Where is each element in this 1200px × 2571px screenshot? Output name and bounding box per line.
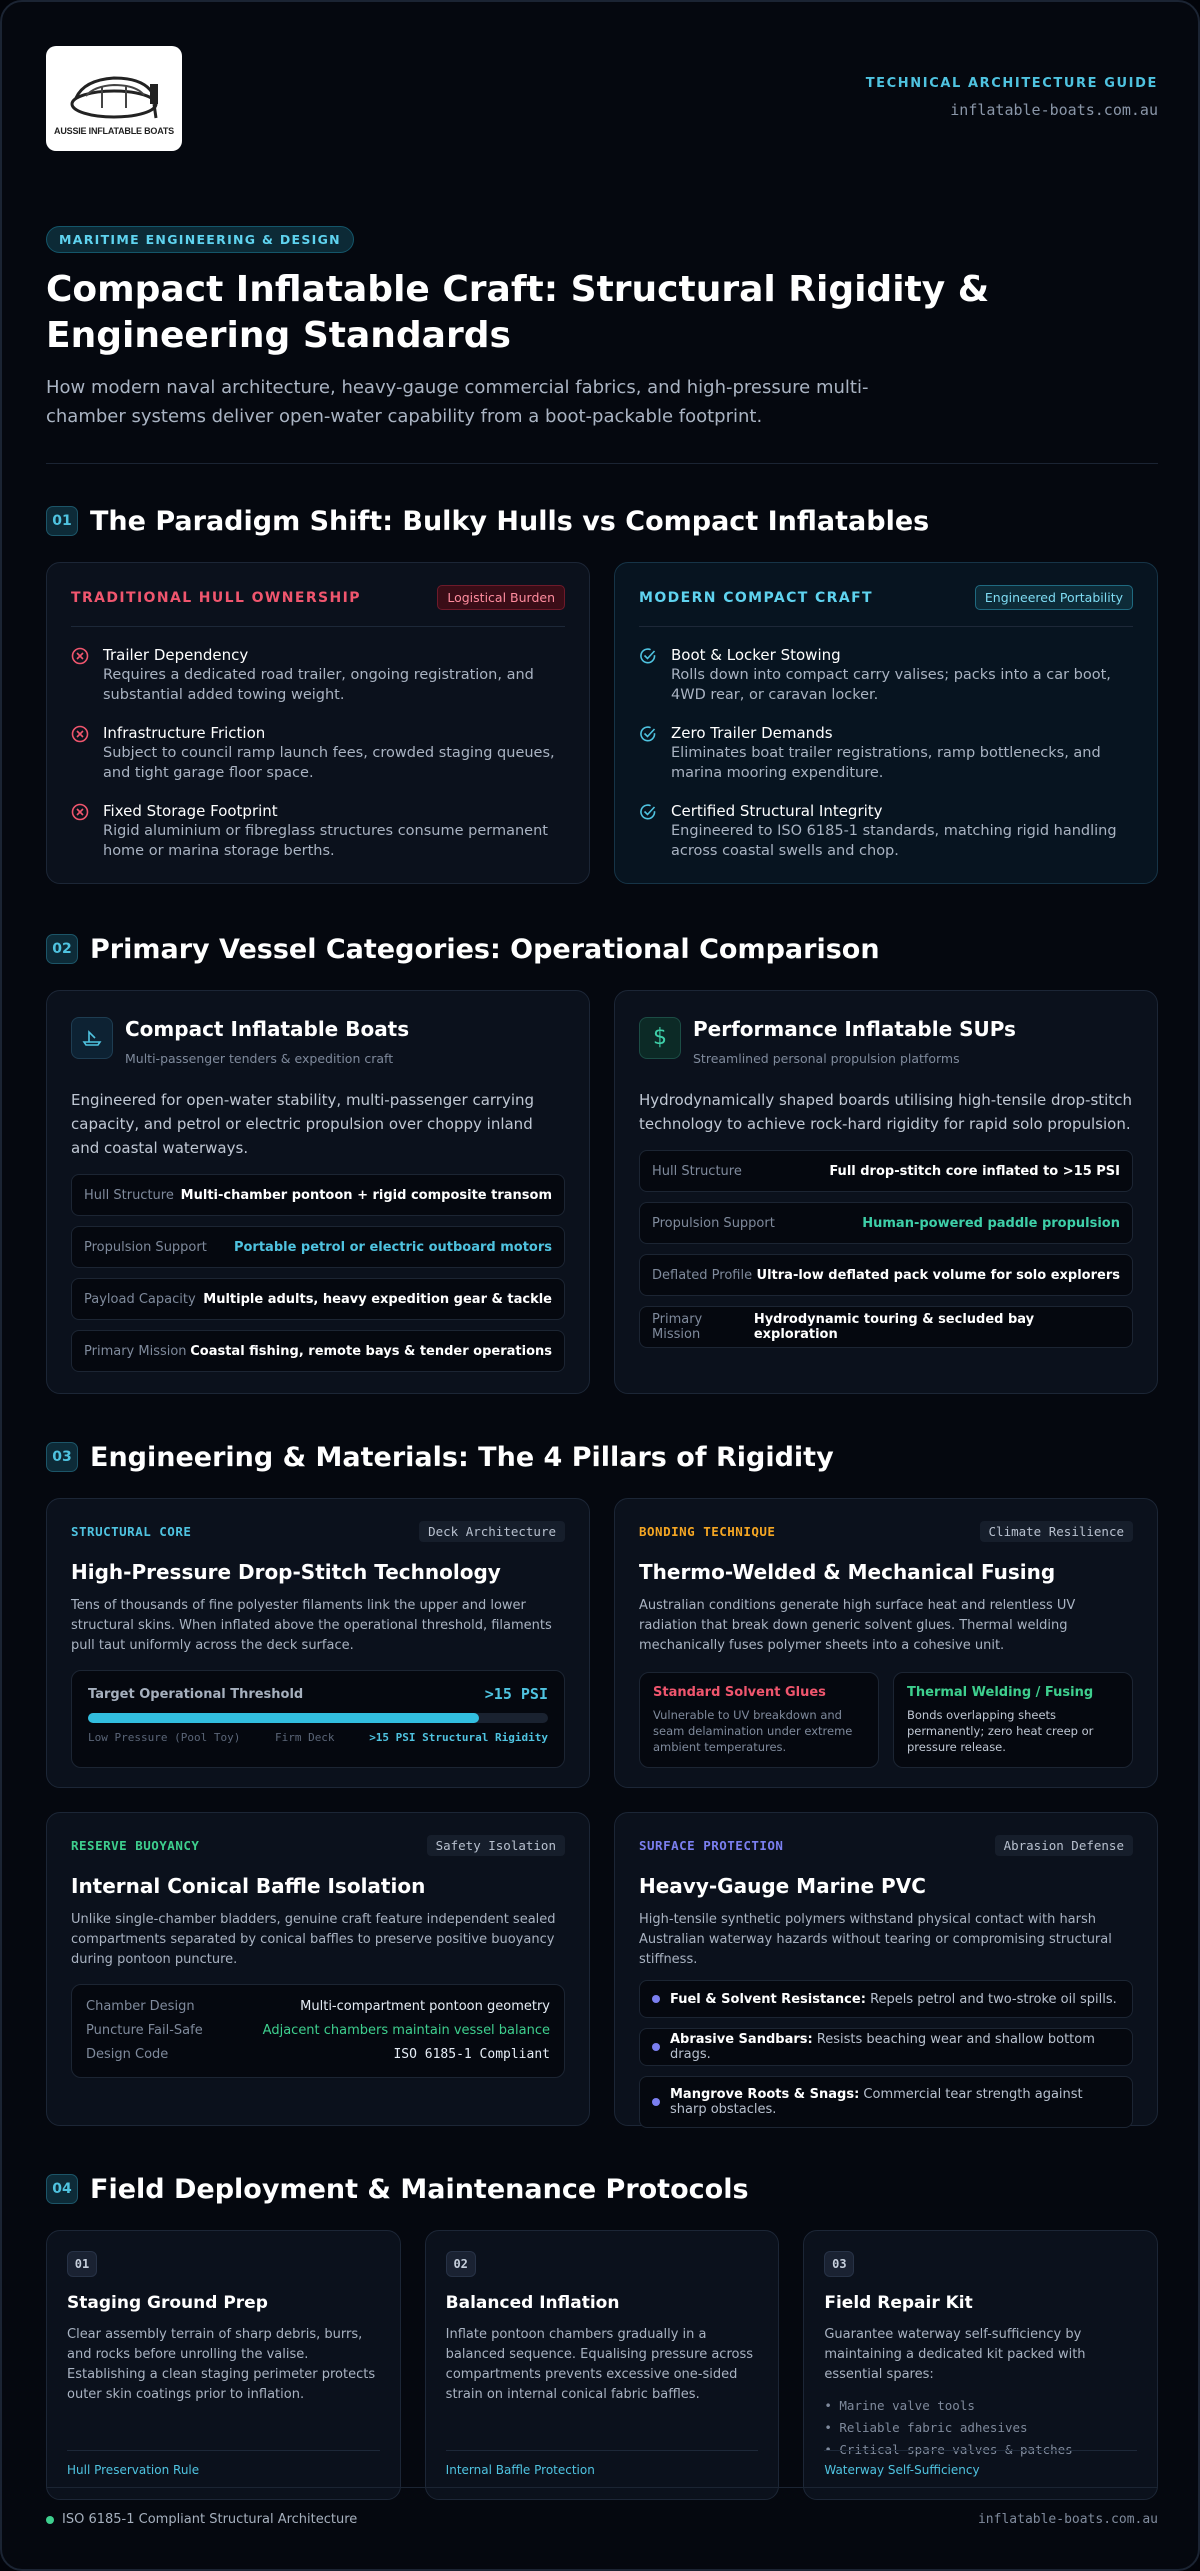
header	[46, 46, 1158, 166]
boats-card	[46, 990, 590, 1394]
spec-row	[86, 1995, 550, 2019]
bullet-bold: Fuel & Solvent Resistance:	[670, 1991, 866, 2007]
card-kicker: STRUCTURAL CORE	[71, 1524, 192, 1539]
bullet-dot	[652, 1995, 660, 2003]
bullet-text: Commercial tear strength against sharp obstacles.	[670, 2087, 1083, 2117]
bond-desc: Vulnerable to UV breakdown and seam delamination under extreme ambient temperatures.	[653, 1708, 853, 1754]
card-desc: High-tensile synthetic polymers withstand physical contact with harsh Australian waterway hazards without tearing or compromising structural stiffness.	[639, 1912, 1112, 1967]
item-title: Fixed Storage Footprint	[103, 802, 278, 820]
modern-card	[614, 562, 1158, 884]
spec-row	[86, 2019, 550, 2043]
spec-key: Primary Mission	[652, 1312, 703, 1342]
spec-value: Ultra-low deflated pack volume for solo explorers	[756, 1267, 1120, 1283]
spec-value: Full drop-stitch core inflated to >15 PSI	[829, 1163, 1120, 1179]
section-title: Engineering & Materials: The 4 Pillars of Rigidity	[90, 1441, 834, 1473]
divider	[46, 463, 1158, 464]
card-footer: Hull Preservation Rule	[67, 2450, 380, 2477]
list-item	[71, 801, 565, 861]
item-title: Certified Structural Integrity	[671, 802, 883, 820]
list-item	[639, 2076, 1133, 2128]
list-item: • Reliable fabric adhesives	[824, 2420, 1028, 2435]
card-title: Heavy-Gauge Marine PVC	[639, 1874, 926, 1898]
traditional-badge: Logistical Burden	[437, 585, 565, 610]
spec-row	[639, 1202, 1133, 1244]
item-title: Infrastructure Friction	[103, 724, 266, 742]
list-item: • Critical spare valves & patches	[824, 2442, 1073, 2457]
spec-value: ISO 6185-1 Compliant	[393, 2047, 550, 2062]
card-desc: Inflate pontoon chambers gradually in a balanced sequence. Equalising pressure across compartments prevents excessive one-sided strain on internal conical fabric baffles.	[445, 2327, 754, 2402]
spec-row	[639, 1254, 1133, 1296]
inflatable-boat-logo-icon	[64, 62, 164, 124]
x-circle-icon	[71, 725, 89, 743]
spec-key: Design Code	[86, 2047, 169, 2062]
step-number: 03	[824, 2251, 854, 2277]
spec-row	[71, 1174, 565, 1216]
list-item	[639, 723, 1133, 783]
threshold-value: >15 PSI	[484, 1685, 548, 1703]
card-chip: Deck Architecture	[419, 1521, 565, 1542]
list-item	[639, 645, 1133, 705]
card-title: Internal Conical Baffle Isolation	[71, 1874, 426, 1898]
list-item	[639, 2028, 1133, 2066]
card-chip: Climate Resilience	[980, 1521, 1133, 1542]
logo-text: AUSSIE INFLATABLE BOATS	[54, 125, 174, 136]
page-title: Compact Inflatable Craft: Structural Rigidity & Engineering Standards	[46, 269, 990, 356]
section-title: The Paradigm Shift: Bulky Hulls vs Compact Inflatables	[90, 505, 930, 537]
step-number: 01	[67, 2251, 97, 2277]
scale-label-high: >15 PSI Structural Rigidity	[369, 1731, 548, 1744]
bond-title: Thermal Welding / Fusing	[907, 1685, 1094, 1700]
footer-site-link[interactable]: inflatable-boats.com.au	[977, 2512, 1158, 2527]
card-title: Compact Inflatable Boats	[125, 1017, 410, 1041]
item-desc: Rolls down into compact carry valises; packs into a car boot, 4WD rear, or caravan locker.	[671, 667, 1111, 703]
section-number: 02	[46, 934, 78, 964]
bond-desc: Bonds overlapping sheets permanently; zero heat creep or pressure release.	[907, 1708, 1094, 1754]
card-footer: Waterway Self-Sufficiency	[824, 2450, 1137, 2477]
card-title: Balanced Inflation	[445, 2293, 620, 2313]
item-desc: Eliminates boat trailer registrations, ramp bottlenecks, and marina mooring expenditure.	[671, 745, 1101, 781]
card-desc: Hydrodynamically shaped boards utilising high-tensile drop-stitch technology to achieve rock-hard rigidity for rapid solo propulsion.	[639, 1091, 1132, 1133]
item-desc: Subject to council ramp launch fees, crowded staging queues, and tight garage floor space.	[103, 745, 555, 781]
protocol-card	[803, 2230, 1158, 2500]
sups-card	[614, 990, 1158, 1394]
bullet-bold: Mangrove Roots & Snags:	[670, 2087, 860, 2102]
protocol-card	[46, 2230, 401, 2500]
spec-value: Multi-compartment pontoon geometry	[300, 1999, 550, 2014]
bullet-bold: Abrasive Sandbars:	[670, 2032, 813, 2047]
spec-key: Primary Mission	[84, 1343, 187, 1359]
protocol-card	[425, 2230, 780, 2500]
list-item	[639, 1980, 1133, 2018]
spec-key: Hull Structure	[652, 1163, 742, 1179]
spec-row	[71, 1226, 565, 1268]
spec-key: Payload Capacity	[84, 1291, 196, 1307]
spec-key: Propulsion Support	[84, 1239, 207, 1255]
list-item-text: Reliable fabric adhesives	[839, 2420, 1028, 2435]
spec-key: Puncture Fail-Safe	[86, 2023, 203, 2038]
pillars-grid	[46, 1498, 1158, 2126]
x-circle-icon	[71, 647, 89, 665]
baffle-card	[46, 1812, 590, 2126]
section-4-header	[46, 2172, 1158, 2206]
protocol-cards	[46, 2230, 1158, 2500]
spec-key: Deflated Profile	[652, 1267, 753, 1283]
card-title: Thermo-Welded & Mechanical Fusing	[639, 1560, 1056, 1584]
spec-key: Chamber Design	[86, 1999, 195, 2014]
dropstitch-card	[46, 1498, 590, 1788]
footer	[46, 2487, 1158, 2527]
page-subtitle: How modern naval architecture, heavy-gauge commercial fabrics, and high-pressure multi-chamber systems deliver open-water capability from a boot-packable footprint.	[46, 377, 869, 427]
check-circle-icon	[639, 803, 657, 821]
section-number: 04	[46, 2174, 78, 2204]
section-3-header	[46, 1440, 1158, 1474]
site-link[interactable]: inflatable-boats.com.au	[950, 101, 1158, 119]
card-desc: Guarantee waterway self-sufficiency by maintaining a dedicated kit packed with essential spares:	[824, 2327, 1086, 2382]
guide-label: TECHNICAL ARCHITECTURE GUIDE	[865, 76, 1158, 91]
list-item	[71, 645, 565, 705]
bonding-comparison	[639, 1672, 1133, 1768]
pressure-bar	[88, 1713, 548, 1723]
content	[46, 46, 1158, 2527]
section-2-header	[46, 932, 1158, 966]
bullet-text: Repels petrol and two-stroke oil spills.	[870, 1991, 1117, 2007]
pressure-bar-fill	[88, 1713, 479, 1723]
comparison-cards	[46, 562, 1158, 884]
traditional-label: TRADITIONAL HULL OWNERSHIP	[71, 589, 361, 606]
threshold-label: Target Operational Threshold	[88, 1686, 304, 1702]
card-title: Performance Inflatable SUPs	[693, 1017, 1016, 1041]
thermal-weld-box	[893, 1672, 1133, 1768]
spec-row	[639, 1306, 1133, 1348]
list-item	[639, 801, 1133, 861]
pvc-card	[614, 1812, 1158, 2126]
category-tag: MARITIME ENGINEERING & DESIGN	[46, 226, 354, 253]
bond-title: Standard Solvent Glues	[653, 1685, 826, 1700]
dollar-icon: $	[639, 1017, 681, 1059]
brand-logo[interactable]	[46, 46, 182, 151]
check-circle-icon	[639, 725, 657, 743]
scale-label-mid: Firm Deck	[274, 1731, 335, 1744]
card-chip: Abrasion Defense	[995, 1835, 1133, 1856]
card-kicker: BONDING TECHNIQUE	[639, 1524, 776, 1539]
list-item	[71, 723, 565, 783]
spec-row	[71, 1330, 565, 1372]
card-desc: Unlike single-chamber bladders, genuine craft feature independent sealed compartments separated by conical baffles to preserve positive buoyancy during pontoon puncture.	[71, 1912, 556, 1967]
section-title: Primary Vessel Categories: Operational Comparison	[90, 933, 880, 965]
boat-icon	[71, 1017, 113, 1059]
spec-value: Human-powered paddle propulsion	[862, 1215, 1120, 1231]
bullet-dot	[652, 2043, 660, 2051]
step-number: 02	[446, 2251, 476, 2277]
vessel-cards	[46, 990, 1158, 1394]
card-title: Staging Ground Prep	[67, 2293, 268, 2313]
spec-row	[86, 2043, 550, 2067]
traditional-card	[46, 562, 590, 884]
header-right	[866, 76, 1158, 119]
spec-row	[71, 1278, 565, 1320]
list-item: • Marine valve tools	[824, 2398, 975, 2413]
section-1-header	[46, 504, 1158, 538]
card-footer: Internal Baffle Protection	[446, 2450, 759, 2477]
spec-value: Multiple adults, heavy expedition gear & tackle	[203, 1291, 552, 1307]
card-desc: Australian conditions generate high surface heat and relentless UV radiation that break down generic solvent glues. Thermal welding mechanically fuses polymer sheets into a cohesive unit.	[639, 1598, 1076, 1653]
item-title: Trailer Dependency	[103, 646, 249, 664]
section-title: Field Deployment & Maintenance Protocols	[90, 2173, 749, 2205]
modern-label: MODERN COMPACT CRAFT	[639, 589, 874, 606]
list-item-text: Critical spare valves & patches	[839, 2442, 1073, 2457]
threshold-panel	[71, 1670, 565, 1768]
pressure-scale	[88, 1731, 548, 1744]
spec-value: Coastal fishing, remote bays & tender operations	[190, 1343, 552, 1359]
x-circle-icon	[71, 803, 89, 821]
footer-left	[46, 2512, 357, 2527]
card-subtitle: Streamlined personal propulsion platforms	[693, 1051, 960, 1066]
item-desc: Rigid aluminium or fibreglass structures consume permanent home or marina storage berths.	[103, 823, 548, 859]
card-kicker: SURFACE PROTECTION	[639, 1838, 784, 1853]
spec-value: Portable petrol or electric outboard motors	[233, 1239, 552, 1255]
card-kicker: RESERVE BUOYANCY	[71, 1838, 200, 1853]
spec-value: Multi-chamber pontoon + rigid composite transom	[180, 1187, 552, 1203]
spec-row	[639, 1150, 1133, 1192]
spec-key: Propulsion Support	[652, 1215, 775, 1231]
card-subtitle: Multi-passenger tenders & expedition craft	[125, 1051, 394, 1066]
card-desc: Clear assembly terrain of sharp debris, burrs, and rocks before unrolling the valise. Establishing a clean staging perimeter protects outer skin coatings prior to inflation.	[67, 2327, 376, 2402]
check-circle-icon	[639, 647, 657, 665]
modern-badge: Engineered Portability	[975, 585, 1133, 610]
spec-value: Hydrodynamic touring & secluded bay exploration	[753, 1312, 1035, 1342]
solvent-glue-box	[639, 1672, 879, 1768]
spec-value: Adjacent chambers maintain vessel balance	[262, 2023, 550, 2038]
card-desc: Engineered for open-water stability, multi-passenger carrying capacity, and petrol or electric propulsion over choppy inland and coastal waterways.	[71, 1091, 535, 1157]
card-desc: Tens of thousands of fine polyester filaments link the upper and lower structural skins. When inflated above the operational threshold, filaments pull taut uniformly across the deck surface.	[71, 1598, 552, 1653]
bullet-dot	[652, 2098, 660, 2106]
card-chip: Safety Isolation	[427, 1835, 565, 1856]
list-item-text: Marine valve tools	[839, 2398, 975, 2413]
item-desc: Requires a dedicated road trailer, ongoing registration, and substantial added towing weight.	[103, 667, 534, 703]
section-number: 03	[46, 1442, 78, 1472]
item-desc: Engineered to ISO 6185-1 standards, matching rigid handling across coastal swells and chop.	[671, 823, 1117, 859]
scale-label-low: Low Pressure (Pool Toy)	[88, 1731, 241, 1744]
baffle-specs	[71, 1984, 565, 2078]
card-title: Field Repair Kit	[824, 2293, 973, 2313]
item-title: Boot & Locker Stowing	[671, 646, 841, 664]
spec-key: Hull Structure	[84, 1187, 174, 1203]
bonding-card	[614, 1498, 1158, 1788]
section-number: 01	[46, 506, 78, 536]
bullet-text: Resists beaching wear and shallow bottom drags.	[670, 2032, 1095, 2062]
status-dot-icon	[46, 2516, 54, 2524]
item-title: Zero Trailer Demands	[671, 724, 833, 742]
footer-text: ISO 6185-1 Compliant Structural Architecture	[62, 2512, 358, 2527]
card-title: High-Pressure Drop-Stitch Technology	[71, 1560, 501, 1584]
